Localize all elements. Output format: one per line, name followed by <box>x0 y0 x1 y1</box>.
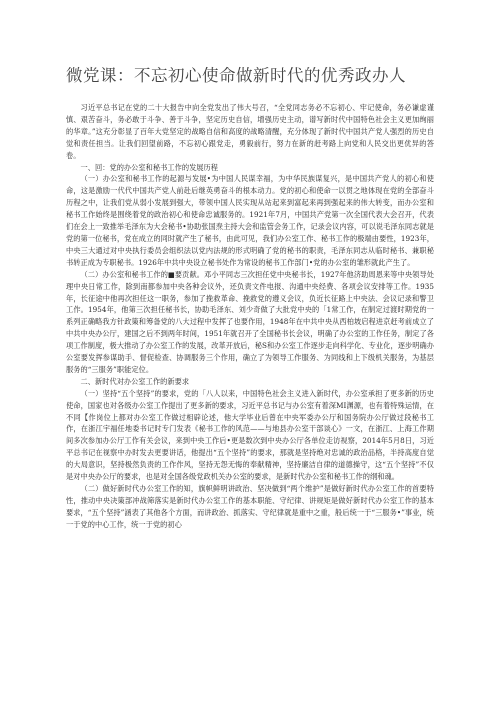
section-heading-1: 一、回：党的办公室和秘书工作的发展历程 <box>80 162 219 172</box>
paragraph-origin: （一）办公室和秘书工作的起源与发展•为中国人民谋幸福，为中华民族谋复兴，是中国共产党人的初心和使命，这是激励一代代中国共产党人前赴后继英勇奋斗的根本动力。党的初心和使命一以贯之地体现在党的全部奋斗历程之中，让我们党从弱小发展到强大，带领中国人民实现从站起来到富起来再到强起来的伟大转变，而办公室和秘书工作始终是围绕着党的政治初心和使命忠诚服务的。1921年7月，中国共产党第一次全国代表大会召开，代表们在会上一致推举毛泽东为大会秘书•协助张国焘主持大会和监管会务工作，记录会议内容，可以说毛泽东同志就是党的第一位秘书，党在成立的同时就产生了秘书，由此可见，我们办公室工作、秘书工作的极端由要性，1923年，中央三大通过对中央执行委员会组织法以党内法规的形式明确了党的秘书的职责，毛泽东同志从临时秘书、兼职秘书转正成为专职秘书。1926年中共中央设立秘书处作为常设的秘书工作部门•党的办公室的雏形就此产生了。 <box>66 174 434 267</box>
document-body <box>66 102 434 531</box>
paragraph-five-insists: （一）坚持“五个坚持”的要求，党的「八人以来，中国特色社会主义进入新时代，办公室承担了更多新的历史使命，国家也对各级办公室工作提出了更多新的要求，习近平总书记与办公室有着深MI渊源，也有着特殊运情，在不同【作岗位上都对办公室工作做过相辟论述，他大学毕业后曾在中央军委办公厅和国务院办公厅做过段秘书工作，在浙江宇福任地委书记时专门发表《秘书工作的风范——与地县办公室干部谈心》一文，在浙江、上海工作期间多次参加办公厅工作有关会议，来到中央工作后•更是数次到中央办公厅各单位走访视察，2014年5月8日，习近平总书记在视察中办时发去更要讲话，他提出“五个坚持”的要求，那就是坚持绝对忠诚的政治品格，半持高度自觉的大局意识，坚持极然负责的工作作风，坚持无怨无悔的奉献精神，坚持廉洁自律的道德操守，这“五个坚持”不仅是对中央办公厅的要求，也是对全国各级党政机关办公室的要求，是新时代办公室和秘书工作的纲和魂。 <box>66 388 434 482</box>
section-heading-2: 二、新时代对办公室工作的新要求 <box>80 376 190 386</box>
document-title: 微党课：不忘初心使命做新时代的优秀政办人 <box>66 66 406 85</box>
paragraph-new-era-work: （二）做好新时代办公室工作的知，旗帜鲜明讲政治、坚决做到“两个维护”是做好新时代办公室工作的首要特性，推动中央决策部冲战筛落实是新时代办公室工作的基本职能、守纪律、讲规矩是做好新时代办公室工作的基本要求，“五个坚持”涵表了其他各个方面，而讲政治、抓落实、守纪律就是重中之重，般后统一于“三服务•”事业，统一于党的中心工作，统一于党的初心 <box>66 484 434 529</box>
paragraph-contribution: （二）办公室和秘书工作的■要贡献。邓小平同志三次担任党中央秘书长，1927年他济助周恩来等中央领导处理中央日常工作，除到南都参加中央各种会议外，还负责文件电报、沟通中央经费、各项会议安排等工作。1935年，长征途中他再次担任这一职务，参加了挽救革命、挽救党的遵义会议，负近长征路上中央法、会议记录和警卫工作。1954年，他第三次担任秘书长，协助毛泽东、刘少奇做了大批党中央的「1常工作，在制定过渡时期党的一系列正确略我方针政策和筹备党的八大过程中发挥了也要作用，1948年在中共中央从西柏坡启程进京赶考前成立了中共中央办公厅，建国之后不到两年时间，1951年就召开了全国秘书长会议，明确了办公室的工作任务，制定了各项工作制度，极大推动了办公室工作的发展，改革开放后，秘S和办公室工作逐步走向科学化、专业化，逐步明确办公室要发挥参谋助手、督促检查、协调服务三个作用，确立了为领导工作服务、为同线和上下级机关服务，为基层服务的“三服务”职能定位。 <box>66 269 434 374</box>
paragraph-intro: 习近平总书记在党的二十大报告中向全党发出了伟大号召，“全党同志务必不忘初心、牢记使命，务必谦虚谨慎、艰苦奋斗，务必敢于斗争、善于斗争，坚定历史自信，增强历史主动，谱写新时代中国特色社会主义更加绚丽的华章。”这充分彰显了百年大党坚定的战略自信和高度的战略清醒，充分体现了新时代中国共产党人强烈的历史自觉和责任担当。让我们回望前路，不忘初心跟党走，勇毅前行，努力在新的赶考路上向党和人民交出更优异的答卷。 <box>66 103 434 160</box>
